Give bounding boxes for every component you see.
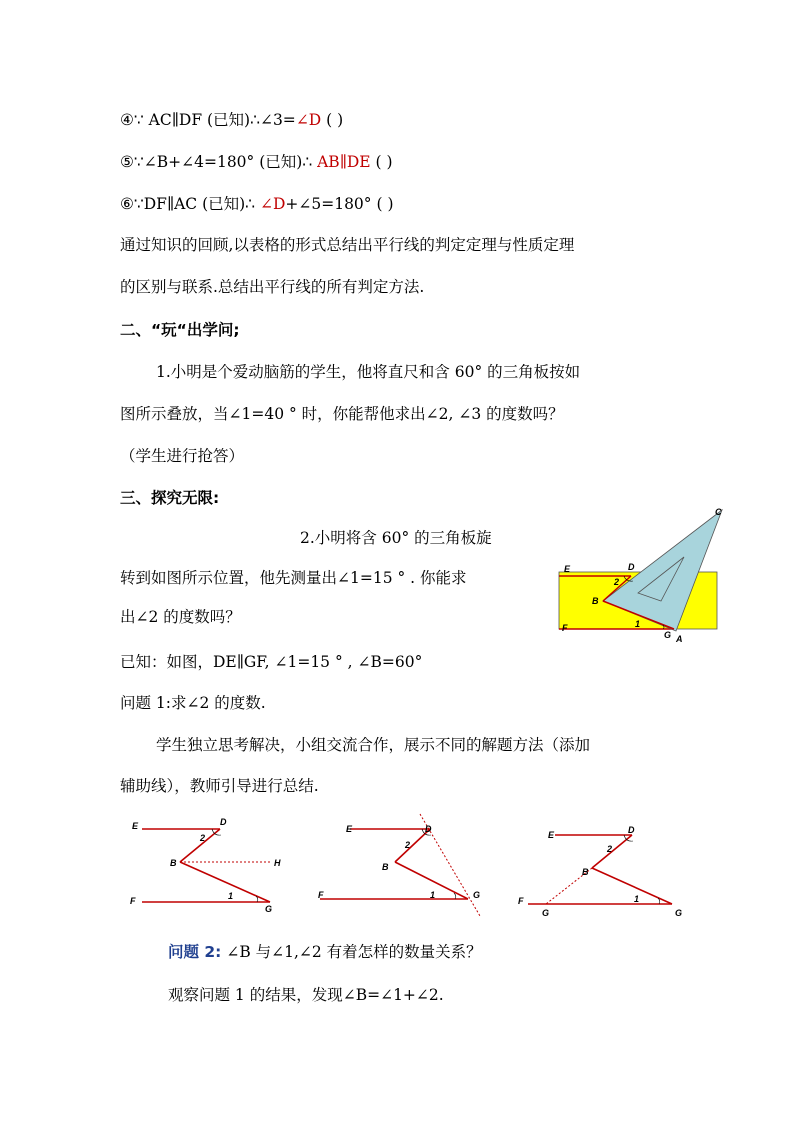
label-2: 2 <box>405 840 411 850</box>
section-3-para-2: 转到如图所示位置，他先测量出∠1=15 ° . 你能求 <box>120 569 467 587</box>
review-line-4-answer: ∠D <box>295 111 322 129</box>
label-b: B <box>582 867 589 877</box>
line-bg <box>592 868 672 904</box>
label-g: G <box>473 890 481 900</box>
label-g-helper: G <box>542 908 550 918</box>
review-line-4-reason: ( ) <box>321 111 344 129</box>
line-bg <box>180 862 270 902</box>
review-line-5-text: ⑤∵∠B+∠4=180° (已知)∴ <box>120 153 318 171</box>
section-3-para-1: 2.小明将含 60° 的三角板旋 <box>300 529 492 547</box>
label-d: D <box>628 562 635 572</box>
review-line-5 <box>120 150 393 172</box>
label-d: D <box>220 817 227 827</box>
label-e: E <box>346 824 353 834</box>
label-1: 1 <box>634 894 640 904</box>
section-2-para-1: 1.小明是个爱动脑筋的学生，他将直尺和含 60° 的三角板按如 <box>156 363 581 381</box>
figure-ruler-triangle <box>556 505 726 645</box>
question-2-label: 问题 2: <box>168 943 222 961</box>
label-f: F <box>130 896 136 906</box>
label-1: 1 <box>635 619 641 629</box>
question-1: 问题 1:求∠2 的度数. <box>120 694 266 712</box>
label-f: F <box>318 890 324 900</box>
question-2 <box>168 940 482 962</box>
question-2-text: ∠B 与∠1,∠2 有着怎样的数量关系？ <box>226 943 482 961</box>
section-3-heading: 三、探究无限: <box>120 489 220 507</box>
section-3-para-3: 出∠2 的度数吗？ <box>120 608 241 626</box>
label-1: 1 <box>430 890 436 900</box>
review-line-5-answer: AB∥DE <box>317 153 371 171</box>
known-conditions: 已知：如图，DE∥GF, ∠1=15 ° , ∠B=60° <box>120 653 423 671</box>
label-f: F <box>562 623 568 633</box>
label-1: 1 <box>228 891 234 901</box>
figure-method-c <box>510 818 690 923</box>
review-line-6-answer: ∠D <box>259 195 286 213</box>
label-2: 2 <box>614 577 620 587</box>
angle-1-arc <box>454 893 456 899</box>
label-2: 2 <box>200 833 206 843</box>
label-d: D <box>628 825 635 835</box>
review-line-4 <box>120 108 343 130</box>
summary-line-1: 通过知识的回顾,以表格的形式总结出平行线的判定定理与性质定理 <box>120 236 575 254</box>
review-line-6-reason: +∠5=180° ( ) <box>285 195 394 213</box>
label-e: E <box>564 564 571 574</box>
observation: 观察问题 1 的结果，发现∠B=∠1+∠2. <box>168 986 444 1004</box>
review-line-5-reason: ( ) <box>370 153 393 171</box>
summary-line-2: 的区别与联系.总结出平行线的所有判定方法. <box>120 278 425 296</box>
label-c: C <box>715 507 722 517</box>
label-e: E <box>132 821 139 831</box>
figure-method-b <box>310 812 495 920</box>
label-g: G <box>664 630 672 640</box>
label-e: E <box>548 830 555 840</box>
review-line-6-text: ⑥∵DF∥AC (已知)∴ <box>120 195 260 213</box>
label-b: B <box>170 858 177 868</box>
label-b: B <box>592 596 599 606</box>
discussion-line-1: 学生独立思考解决，小组交流合作，展示不同的解题方法（添加 <box>156 736 591 754</box>
figure-method-a <box>120 812 300 917</box>
label-h: H <box>274 858 281 868</box>
label-g: G <box>675 908 683 918</box>
discussion-line-2: 辅助线），教师引导进行总结. <box>120 777 319 795</box>
review-line-6 <box>120 192 394 214</box>
label-d: D <box>425 824 432 834</box>
section-2-para-3: （学生进行抢答） <box>120 447 245 465</box>
label-a: A <box>676 634 683 644</box>
label-g: G <box>265 904 273 914</box>
label-b: B <box>382 862 389 872</box>
label-f: F <box>518 896 524 906</box>
label-2: 2 <box>607 844 613 854</box>
section-2-para-2: 图所示叠放，当∠1=40 ° 时，你能帮他求出∠2, ∠3 的度数吗？ <box>120 405 564 423</box>
section-2-heading: 二、“玩“出学问; <box>120 321 240 339</box>
review-line-4-text: ④∵ AC∥DF (已知)∴∠3= <box>120 111 296 129</box>
